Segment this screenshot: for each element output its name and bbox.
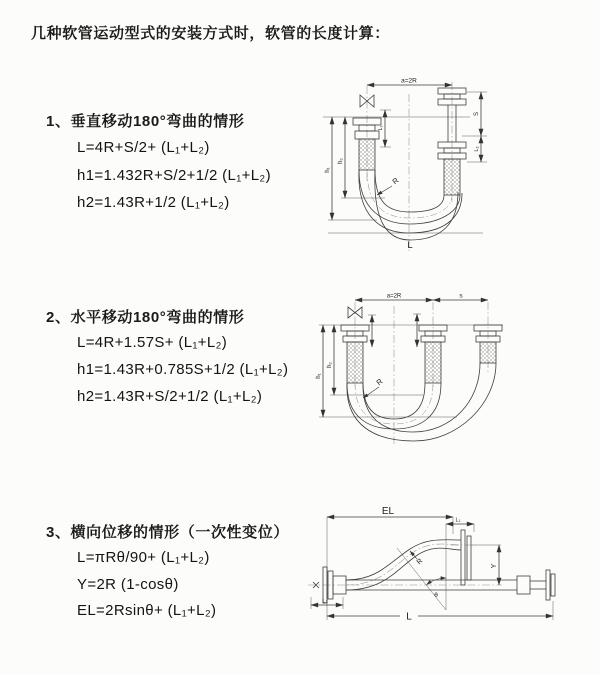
- dim-label-l2: L₂: [322, 598, 328, 605]
- dim-label-a2r: a=2R: [401, 77, 417, 85]
- upper-flange-displaced: [461, 530, 471, 585]
- length-label: L: [407, 240, 413, 251]
- radius-label: R: [390, 175, 401, 187]
- dim-label-s: S: [474, 111, 480, 117]
- el-label: EL: [381, 506, 395, 517]
- u-bend-hoses: [347, 363, 496, 441]
- dim-label-h2: h₂: [338, 158, 344, 164]
- length-label: L: [406, 611, 412, 623]
- dim-label-l1: L₁: [455, 517, 461, 524]
- section-1-formula-h2: h2=1.43R+1/2 (L₁+L₂): [77, 194, 230, 211]
- section-3-heading: 3、横向位移的情形（一次性变位）: [46, 524, 289, 541]
- radius-label: R: [415, 557, 425, 567]
- radius-leader: [377, 186, 392, 195]
- hose-drawing-1: [323, 82, 487, 252]
- right-flange: [474, 325, 502, 363]
- diagram-vertical-180-bend: [315, 70, 550, 255]
- diagram-lateral-displacement: [300, 498, 590, 643]
- dim-label-h2: h₂: [327, 362, 333, 368]
- section-2-formula-h1: h1=1.43R+0.785S+1/2 (L₁+L₂): [77, 361, 289, 378]
- page-title: 几种软管运动型式的安装方式时，软管的长度计算：: [31, 25, 390, 42]
- dim-label-l1: L₁: [378, 125, 384, 131]
- hose-drawing-3: [308, 517, 555, 620]
- dimension-lines: [311, 517, 553, 616]
- dim-label-a2r: a=2R: [386, 293, 402, 300]
- theta-label: θ: [434, 592, 438, 599]
- section-1-formula-L: L=4R+S/2+ (L₁+L₂): [77, 139, 210, 156]
- centerlines: [367, 82, 452, 252]
- section-2-heading: 2、水平移动180°弯曲的情形: [46, 309, 245, 326]
- section-3-formula-EL: EL=2Rsinθ+ (L₁+L₂): [77, 602, 217, 619]
- hose-drawing-2: [319, 300, 503, 444]
- section-2-formula-L: L=4R+1.57S+ (L₁+L₂): [77, 334, 228, 351]
- dim-label-s: s: [459, 292, 463, 300]
- radius-label: R: [374, 376, 385, 388]
- y-label: Y: [491, 563, 498, 569]
- extension-lines: [311, 517, 553, 620]
- s-bend-hose: [346, 540, 461, 590]
- section-2-formula-h2: h2=1.43R+S/2+1/2 (L₁+L₂): [77, 388, 263, 405]
- section-3-formula-L: L=πRθ/90+ (L₁+L₂): [77, 549, 210, 566]
- diagram-horizontal-180-bend: [315, 288, 550, 448]
- dim-label-h1: h₁: [316, 373, 322, 379]
- radius-leader: [363, 387, 379, 398]
- section-1-formula-h1: h1=1.432R+S/2+1/2 (L₁+L₂): [77, 167, 271, 184]
- section-3-formula-Y: Y=2R (1-cosθ): [77, 576, 179, 593]
- section-1-heading: 1、垂直移动180°弯曲的情形: [46, 113, 245, 130]
- angle-arc: [427, 578, 447, 585]
- dim-label-l2: L₂: [474, 146, 480, 152]
- dim-label-h1: h₁: [325, 167, 331, 173]
